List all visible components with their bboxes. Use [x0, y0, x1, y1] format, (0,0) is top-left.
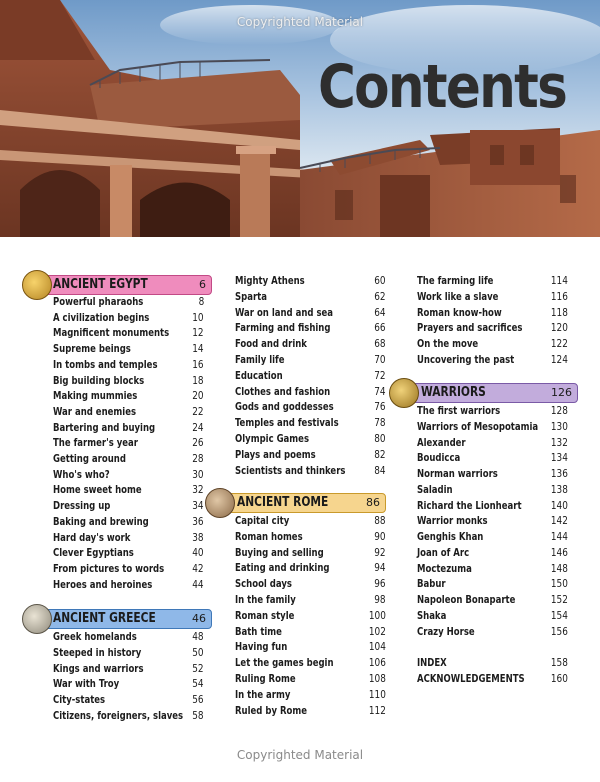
section-page: 46 — [192, 612, 206, 625]
toc-entry-title: Food and drink — [235, 337, 307, 350]
toc-entry-page: 20 — [192, 389, 204, 402]
toc-entry-title: Shaka — [417, 609, 447, 622]
toc-entry-page: 50 — [192, 646, 204, 659]
section-title: WARRIORS — [421, 385, 486, 400]
toc-entry-page: 158 — [550, 656, 568, 669]
toc-entry[interactable] — [235, 321, 386, 336]
toc-entry[interactable] — [235, 704, 386, 719]
section-page: 126 — [551, 386, 572, 399]
toc-entry-page: 8 — [198, 295, 204, 308]
toc-entry[interactable] — [53, 374, 204, 389]
toc-entry-title: The farmer's year — [53, 436, 138, 449]
toc-entry[interactable] — [53, 389, 204, 404]
toc-entry-title: Powerful pharaohs — [53, 295, 144, 308]
toc-entry-page: 116 — [550, 290, 568, 303]
toc-entry[interactable] — [417, 546, 568, 561]
toc-entry-title: Education — [235, 369, 283, 382]
toc-entry[interactable] — [417, 625, 568, 640]
toc-entry-page: 12 — [192, 326, 204, 339]
toc-entry[interactable] — [53, 677, 204, 692]
toc-entry-title: The first warriors — [417, 404, 501, 417]
toc-entry[interactable] — [417, 577, 568, 592]
toc-entry-title: In the family — [235, 593, 296, 606]
toc-entry[interactable] — [417, 353, 568, 368]
toc-entry-title: Magnificent monuments — [53, 326, 170, 339]
toc-entry[interactable] — [235, 656, 386, 671]
toc-entry[interactable] — [417, 274, 568, 289]
toc-entry-title: Warrior monks — [417, 514, 488, 527]
section-ancient-greece[interactable] — [28, 609, 212, 629]
toc-entry-title: INDEX — [417, 656, 447, 669]
toc-entry-page: 112 — [368, 704, 386, 717]
toc-entry-title: In tombs and temples — [53, 358, 158, 371]
toc-entry[interactable] — [235, 432, 386, 447]
toc-entry[interactable] — [417, 562, 568, 577]
toc-entry-page: 38 — [192, 531, 204, 544]
toc-entry-title: Temples and festivals — [235, 416, 339, 429]
toc-entry-title: Sparta — [235, 290, 267, 303]
toc-entry[interactable] — [53, 311, 204, 326]
toc-entry-page: 68 — [374, 337, 386, 350]
toc-entry-title: Buying and selling — [235, 546, 324, 559]
toc-entry-title: War on land and sea — [235, 306, 334, 319]
toc-entry-title: Kings and warriors — [53, 662, 144, 675]
toc-entry-title: Bath time — [235, 625, 282, 638]
toc-entry-title: Heroes and heroines — [53, 578, 153, 591]
toc-entry-page: 66 — [374, 321, 386, 334]
toc-entry[interactable] — [235, 416, 386, 431]
toc-entry[interactable] — [417, 483, 568, 498]
toc-entry[interactable] — [417, 337, 568, 352]
toc-entry-title: Babur — [417, 577, 446, 590]
toc-entry-page: 32 — [192, 483, 204, 496]
toc-entry[interactable] — [235, 577, 386, 592]
toc-entry-page: 14 — [192, 342, 204, 355]
toc-entry-title: Farming and fishing — [235, 321, 331, 334]
toc-entry-title: Making mummies — [53, 389, 138, 402]
toc-entry-page: 54 — [192, 677, 204, 690]
toc-entry-title: ACKNOWLEDGEMENTS — [417, 672, 525, 685]
toc-entry-page: 28 — [192, 452, 204, 465]
toc-entry-title: On the move — [417, 337, 479, 350]
section-ancient-rome[interactable] — [212, 493, 386, 513]
toc-entry-title: The farming life — [417, 274, 494, 287]
toc-entry-page: 84 — [374, 464, 386, 477]
toc-entry-title: Norman warriors — [417, 467, 498, 480]
toc-entry-title: Richard the Lionheart — [417, 499, 522, 512]
toc-entry-page: 52 — [192, 662, 204, 675]
toc-entry-title: In the army — [235, 688, 291, 701]
toc-entry[interactable] — [53, 342, 204, 357]
toc-entry-title: Warriors of Mesopotamia — [417, 420, 539, 433]
toc-entry-page: 138 — [550, 483, 568, 496]
toc-entry-title: Having fun — [235, 640, 288, 653]
toc-entry[interactable] — [235, 369, 386, 384]
toc-entry-page: 154 — [550, 609, 568, 622]
toc-entry-title: Big building blocks — [53, 374, 145, 387]
toc-entry-page: 144 — [550, 530, 568, 543]
section-title: ANCIENT EGYPT — [53, 277, 148, 292]
toc-entry[interactable] — [53, 295, 204, 310]
toc-entry-title: Moctezuma — [417, 562, 472, 575]
toc-entry-page: 48 — [192, 630, 204, 643]
toc-entry-title: Capital city — [235, 514, 290, 527]
toc-entry-page: 120 — [550, 321, 568, 334]
toc-entry-title: Family life — [235, 353, 285, 366]
toc-entry-page: 134 — [550, 451, 568, 464]
toc-entry[interactable] — [235, 514, 386, 529]
toc-entry-page: 56 — [192, 693, 204, 706]
toc-entry-page: 108 — [368, 672, 386, 685]
toc-entry-page: 92 — [374, 546, 386, 559]
toc-entry-title: City-states — [53, 693, 106, 706]
toc-entry[interactable] — [235, 464, 386, 479]
toc-entry-page: 58 — [192, 709, 204, 722]
toc-entry-title: Supreme beings — [53, 342, 131, 355]
toc-entry-title: Bartering and buying — [53, 421, 156, 434]
toc-entry[interactable] — [53, 405, 204, 420]
toc-entry-page: 110 — [368, 688, 386, 701]
toc-entry-page: 26 — [192, 436, 204, 449]
toc-entry[interactable] — [417, 290, 568, 305]
toc-entry-title: Boudicca — [417, 451, 461, 464]
toc-entry[interactable] — [53, 646, 204, 661]
toc-entry[interactable] — [235, 448, 386, 463]
toc-entry[interactable] — [53, 546, 204, 561]
toc-entry-title: Roman style — [235, 609, 295, 622]
toc-entry[interactable] — [417, 609, 568, 624]
toc-entry-title: Plays and poems — [235, 448, 316, 461]
toc-entry-title: Roman homes — [235, 530, 303, 543]
toc-entry-page: 24 — [192, 421, 204, 434]
toc-entry[interactable] — [53, 468, 204, 483]
toc-entry[interactable] — [53, 562, 204, 577]
toc-entry[interactable] — [235, 688, 386, 703]
toc-entry[interactable] — [235, 385, 386, 400]
toc-entry-title: Scientists and thinkers — [235, 464, 346, 477]
toc-entry-page: 136 — [550, 467, 568, 480]
toc-entry[interactable] — [417, 530, 568, 545]
toc-entry[interactable] — [53, 358, 204, 373]
toc-entry[interactable] — [53, 483, 204, 498]
toc-entry[interactable] — [417, 514, 568, 529]
toc-entry-page: 76 — [374, 400, 386, 413]
toc-entry-title: Alexander — [417, 436, 466, 449]
toc-entry[interactable] — [235, 546, 386, 561]
toc-entry[interactable] — [417, 420, 568, 435]
toc-entry[interactable] — [417, 672, 568, 687]
toc-entry-title: Olympic Games — [235, 432, 310, 445]
toc-entry-page: 106 — [368, 656, 386, 669]
toc-entry[interactable] — [235, 672, 386, 687]
toc-entry-page: 98 — [374, 593, 386, 606]
toc-entry-page: 102 — [368, 625, 386, 638]
toc-entry[interactable] — [235, 337, 386, 352]
toc-entry[interactable] — [417, 467, 568, 482]
toc-entry-title: Who's who? — [53, 468, 110, 481]
toc-entry-page: 140 — [550, 499, 568, 512]
toc-entry-title: Dressing up — [53, 499, 111, 512]
toc-entry-page: 118 — [550, 306, 568, 319]
toc-entry[interactable] — [53, 693, 204, 708]
toc-entry[interactable] — [235, 353, 386, 368]
toc-entry-page: 122 — [550, 337, 568, 350]
toc-entry-title: Getting around — [53, 452, 126, 465]
toc-entry-title: Uncovering the past — [417, 353, 515, 366]
toc-entry-title: Greek homelands — [53, 630, 137, 643]
toc-entry[interactable] — [417, 656, 568, 671]
toc-entry-page: 30 — [192, 468, 204, 481]
toc-entry[interactable] — [53, 630, 204, 645]
warrior-helmet-icon — [389, 378, 419, 408]
toc-entry[interactable] — [417, 593, 568, 608]
toc-entry-page: 34 — [192, 499, 204, 512]
toc-entry-title: Gods and goddesses — [235, 400, 334, 413]
toc-entry-page: 64 — [374, 306, 386, 319]
toc-entry-title: War with Troy — [53, 677, 120, 690]
toc-entry-page: 72 — [374, 369, 386, 382]
toc-entry[interactable] — [235, 625, 386, 640]
pharaoh-mask-icon — [22, 270, 52, 300]
toc-entry-page: 90 — [374, 530, 386, 543]
toc-entry-page: 80 — [374, 432, 386, 445]
section-title: ANCIENT ROME — [237, 495, 329, 510]
toc-entry-page: 18 — [192, 374, 204, 387]
toc-entry-page: 60 — [374, 274, 386, 287]
toc-entry-title: Work like a slave — [417, 290, 499, 303]
toc-entry[interactable] — [53, 421, 204, 436]
section-ancient-egypt[interactable] — [28, 275, 212, 295]
toc-entry-page: 40 — [192, 546, 204, 559]
colosseum-icon — [205, 488, 235, 518]
toc-entry[interactable] — [235, 609, 386, 624]
toc-entry-page: 148 — [550, 562, 568, 575]
toc-entry-page: 100 — [368, 609, 386, 622]
toc-entry-page: 160 — [550, 672, 568, 685]
toc-entry-page: 132 — [550, 436, 568, 449]
toc-entry-title: Citizens, foreigners, slaves — [53, 709, 184, 722]
toc-entry[interactable] — [53, 436, 204, 451]
toc-entry-title: Steeped in history — [53, 646, 142, 659]
toc-entry-page: 78 — [374, 416, 386, 429]
toc-entry-title: Eating and drinking — [235, 561, 330, 574]
toc-entry-page: 88 — [374, 514, 386, 527]
toc-entry-page: 124 — [550, 353, 568, 366]
toc-entry-title: Let the games begin — [235, 656, 334, 669]
toc-entry[interactable] — [53, 662, 204, 677]
toc-entry[interactable] — [417, 436, 568, 451]
toc-entry-title: Joan of Arc — [417, 546, 470, 559]
toc-entry-page: 10 — [192, 311, 204, 324]
toc-entry-title: Ruled by Rome — [235, 704, 308, 717]
toc-entry[interactable] — [53, 709, 204, 724]
toc-entry-title: A civilization begins — [53, 311, 150, 324]
section-warriors[interactable] — [396, 383, 578, 403]
toc-entry[interactable] — [53, 452, 204, 467]
toc-entry-page: 94 — [374, 561, 386, 574]
section-page: 6 — [199, 278, 206, 291]
toc-entry-page: 104 — [368, 640, 386, 653]
toc-entry-page: 152 — [550, 593, 568, 606]
toc-entry[interactable] — [417, 499, 568, 514]
toc-entry-page: 42 — [192, 562, 204, 575]
toc-entry-page: 74 — [374, 385, 386, 398]
toc-entry-title: War and enemies — [53, 405, 137, 418]
toc-entry-page: 36 — [192, 515, 204, 528]
toc-entry[interactable] — [235, 400, 386, 415]
toc-entry-title: Home sweet home — [53, 483, 142, 496]
toc-entry-title: Ruling Rome — [235, 672, 296, 685]
toc-entry-page: 146 — [550, 546, 568, 559]
toc-entry-title: Crazy Horse — [417, 625, 475, 638]
toc-entry[interactable] — [235, 290, 386, 305]
toc-entry-page: 150 — [550, 577, 568, 590]
toc-entry-page: 130 — [550, 420, 568, 433]
copyright-watermark-top: Copyrighted Material — [236, 15, 364, 29]
toc-entry-page: 62 — [374, 290, 386, 303]
page-title: Contents — [318, 52, 567, 122]
toc-entry[interactable] — [53, 531, 204, 546]
toc-entry-title: Genghis Khan — [417, 530, 484, 543]
toc-entry-title: Roman know-how — [417, 306, 502, 319]
toc-entry-page: 70 — [374, 353, 386, 366]
toc-entry-title: Clothes and fashion — [235, 385, 331, 398]
toc-entry[interactable] — [417, 321, 568, 336]
toc-entry-page: 82 — [374, 448, 386, 461]
toc-entry-title: Clever Egyptians — [53, 546, 134, 559]
toc-entry-title: Mighty Athens — [235, 274, 305, 287]
toc-entry-page: 114 — [550, 274, 568, 287]
toc-entry[interactable] — [417, 306, 568, 321]
toc-entry[interactable] — [235, 530, 386, 545]
toc-entry[interactable] — [53, 326, 204, 341]
toc-entry[interactable] — [235, 640, 386, 655]
toc-entry[interactable] — [417, 451, 568, 466]
toc-entry-title: Baking and brewing — [53, 515, 149, 528]
toc-entry-page: 16 — [192, 358, 204, 371]
toc-entry-title: Hard day's work — [53, 531, 131, 544]
toc-entry-page: 22 — [192, 405, 204, 418]
toc-entry-title: Prayers and sacrifices — [417, 321, 523, 334]
toc-entry-title: Saladin — [417, 483, 453, 496]
section-title: ANCIENT GREECE — [53, 611, 156, 626]
toc-entry-page: 44 — [192, 578, 204, 591]
toc-entry[interactable] — [235, 306, 386, 321]
toc-entry[interactable] — [53, 499, 204, 514]
toc-entry[interactable] — [235, 274, 386, 289]
toc-entry[interactable] — [53, 515, 204, 530]
toc-entry-title: Napoleon Bonaparte — [417, 593, 516, 606]
toc-entry-page: 128 — [550, 404, 568, 417]
toc-entry-page: 96 — [374, 577, 386, 590]
toc-entry[interactable] — [235, 561, 386, 576]
toc-entry-title: From pictures to words — [53, 562, 165, 575]
greek-temple-icon — [22, 604, 52, 634]
toc-entry-page: 142 — [550, 514, 568, 527]
copyright-watermark-bottom: Copyrighted Material — [236, 748, 364, 762]
toc-entry-title: School days — [235, 577, 292, 590]
toc-entry[interactable] — [417, 404, 568, 419]
toc-entry-page: 156 — [550, 625, 568, 638]
section-page: 86 — [366, 496, 380, 509]
toc-entry[interactable] — [235, 593, 386, 608]
toc-entry[interactable] — [53, 578, 204, 593]
